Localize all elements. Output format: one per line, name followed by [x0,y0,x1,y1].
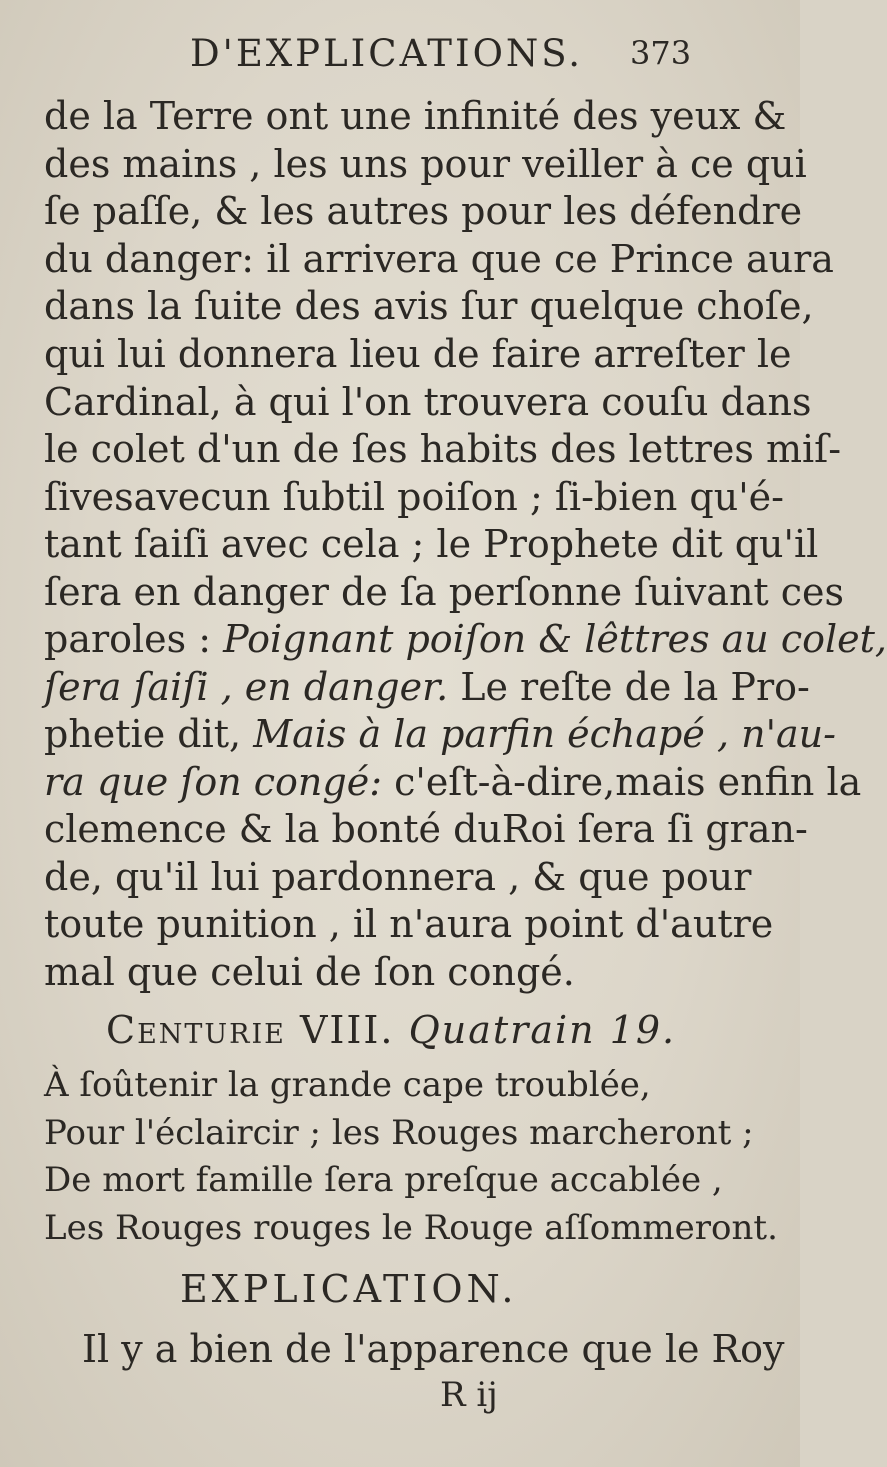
page-number: 373 [630,34,692,72]
text-line: Il y a bien de l'apparence que le Roy [82,1327,785,1371]
text-line: mal que celui de ſon congé. [44,950,575,994]
text-italic: Poignant poiſon & lêttres au colet, [223,617,887,661]
text-line: Cardinal, à qui l'on trouvera couſu dans [44,380,812,424]
quatrain-label: Quatrain 19. [408,1008,677,1052]
text-line [44,712,836,756]
text-line: de, qu'il lui pardonnera , & que pour [44,855,752,899]
text-line: dans la ſuite des avis ſur quelque choſe, [44,284,814,328]
text-line [44,760,862,804]
explication-heading: EXPLICATION. [180,1267,518,1311]
page-header [0,32,800,88]
verse-line: À ſoûtenir la grande cape troublée, [44,1065,651,1105]
text-roman: paroles : [44,617,224,661]
text-line: qui lui donnera lieu de faire arreſter le [44,332,792,376]
text-line: ſivesavecun ſubtil poiſon ; ſi-bien qu'é- [44,475,784,519]
text-line: le colet d'un de ſes habits des lettres miſ- [44,427,842,471]
text-italic: ra que ſon congé: [44,760,383,804]
text-line: tant ſaiſi avec cela ; le Prophete dit qu'il [44,522,819,566]
text-line: de la Terre ont une infinité des yeux & [44,94,787,138]
text-italic: ſera ſaiſi , en danger. [44,665,449,709]
text-line: toute punition , il n'aura point d'autre [44,902,774,946]
text-line: du danger: il arrivera que ce Prince aura [44,237,834,281]
century-label: Centurie VIII. [106,1008,395,1052]
text-line: des mains , les uns pour veiller à ce qui [44,142,807,186]
text-roman: c'eſt-à-dire,mais enfin la [382,760,862,804]
verse-line: Les Rouges rouges le Rouge aſſommeront. [44,1208,778,1248]
text-roman: phetie dit, [44,712,254,756]
text-italic: Mais à la parfin échapé , n'au- [253,712,836,756]
text-line [44,617,887,661]
text-line [44,665,810,709]
quatrain-heading [106,1008,677,1052]
text-line: clemence & la bonté duRoi ſera ſi gran- [44,807,808,851]
text-roman: Le reſte de la Pro- [448,665,810,709]
signature-mark: R ij [440,1375,498,1415]
text-line: ſe paſſe, & les autres pour les défendre [44,189,803,233]
verse-line: Pour l'éclaircir ; les Rouges marcheront ; [44,1113,754,1153]
verse-line: De mort famille ſera preſque accablée , [44,1160,723,1200]
text-line: ſera en danger de ſa perſonne ſuivant ces [44,570,845,614]
running-title: D'EXPLICATIONS. [190,32,584,75]
